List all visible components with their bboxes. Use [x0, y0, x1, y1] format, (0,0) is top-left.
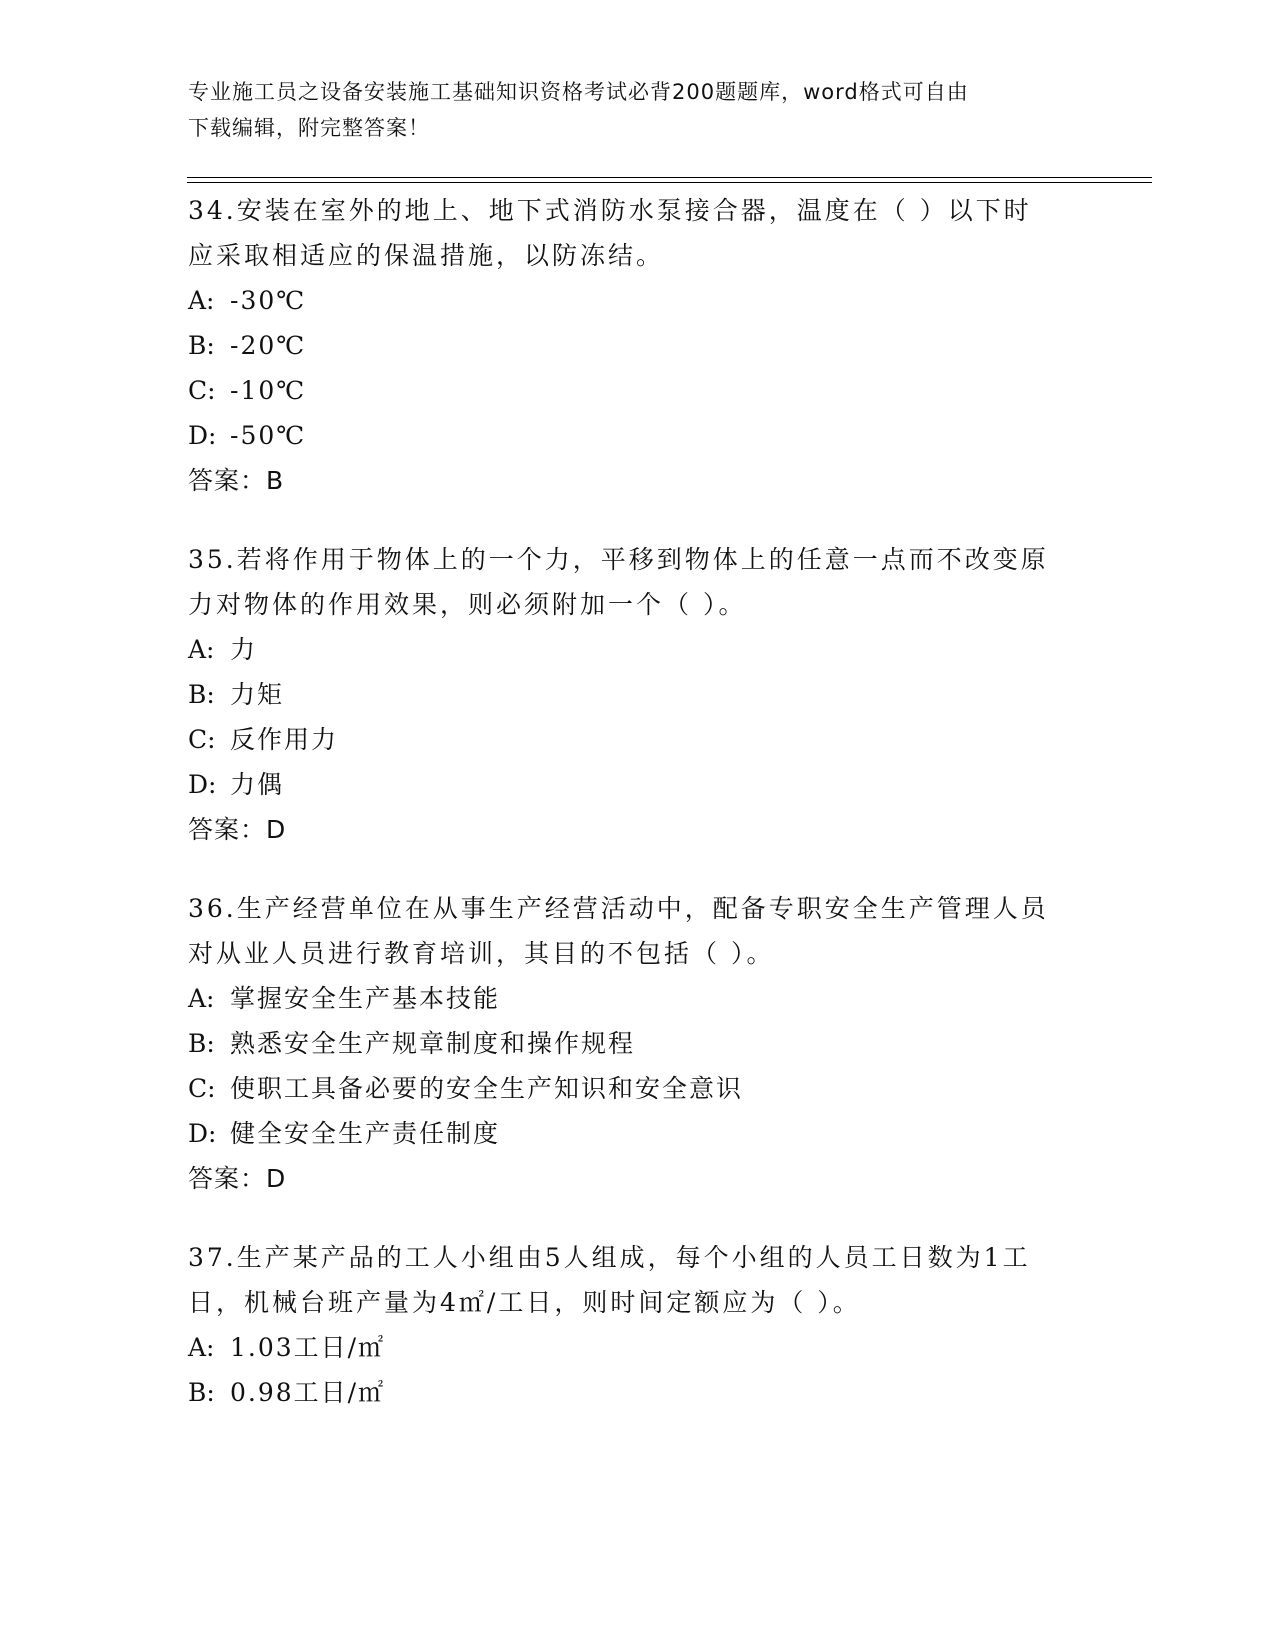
option-a	[188, 1325, 1068, 1370]
question-stem-line: 34.安装在室外的地上、地下式消防水泵接合器，温度在（ ）以下时	[188, 196, 1032, 225]
option-c	[188, 717, 1068, 762]
option-text: 熟悉安全生产规章制度和操作规程	[230, 1029, 636, 1058]
answer: 答案：D	[188, 815, 287, 844]
option-c	[188, 1066, 1068, 1111]
option-label: B:	[188, 1378, 215, 1407]
question-stem	[188, 886, 1068, 976]
question-stem-line: 日，机械台班产量为4㎡/工日，则时间定额应为（ ）。	[188, 1288, 861, 1317]
question-stem-line: 力对物体的作用效果，则必须附加一个（ ）。	[188, 590, 747, 619]
option-a	[188, 976, 1068, 1021]
option-label: A:	[188, 984, 215, 1013]
question-stem	[188, 537, 1068, 627]
question-stem-line: 应采取相适应的保温措施，以防冻结。	[188, 241, 665, 270]
option-d	[188, 413, 1068, 458]
question-stem	[188, 1235, 1068, 1325]
option-text: 力	[230, 635, 258, 664]
option-text: -50℃	[230, 421, 307, 450]
header-divider-bottom	[187, 182, 1152, 183]
option-text: -30℃	[230, 286, 307, 315]
option-text: 力矩	[230, 680, 285, 709]
document-header	[188, 74, 1068, 146]
question-35	[188, 537, 1068, 852]
option-text: 力偶	[230, 770, 285, 799]
option-text: 反作用力	[230, 725, 339, 754]
question-stem	[188, 188, 1068, 278]
question-stem-line: 36.生产经营单位在从事生产经营活动中，配备专职安全生产管理人员	[188, 894, 1049, 923]
option-text: 健全安全生产责任制度	[230, 1119, 501, 1148]
option-label: D:	[188, 421, 217, 450]
option-b	[188, 1021, 1068, 1066]
answer: 答案：D	[188, 1164, 287, 1193]
option-a	[188, 278, 1068, 323]
option-label: A:	[188, 635, 215, 664]
question-34	[188, 188, 1068, 503]
option-text: 掌握安全生产基本技能	[230, 984, 501, 1013]
option-b	[188, 672, 1068, 717]
option-label: B:	[188, 680, 215, 709]
question-stem-line: 37.生产某产品的工人小组由5人组成，每个小组的人员工日数为1工	[188, 1243, 1031, 1272]
option-a	[188, 627, 1068, 672]
option-label: C:	[188, 1074, 216, 1103]
option-c	[188, 368, 1068, 413]
option-label: C:	[188, 376, 216, 405]
option-label: D:	[188, 1119, 217, 1148]
option-text: 使职工具备必要的安全生产知识和安全意识	[230, 1074, 744, 1103]
question-36	[188, 886, 1068, 1201]
question-37	[188, 1235, 1068, 1415]
option-label: B:	[188, 1029, 215, 1058]
question-stem-line: 对从业人员进行教育培训，其目的不包括（ ）。	[188, 939, 775, 968]
option-b	[188, 1370, 1068, 1415]
header-line-2: 下载编辑，附完整答案！	[188, 116, 430, 140]
option-text: 1.03工日/㎡	[230, 1333, 386, 1362]
option-text: 0.98工日/㎡	[230, 1378, 386, 1407]
option-d	[188, 1111, 1068, 1156]
option-label: D:	[188, 770, 217, 799]
option-d	[188, 762, 1068, 807]
option-label: A:	[188, 286, 215, 315]
option-b	[188, 323, 1068, 368]
option-text: -10℃	[230, 376, 307, 405]
option-label: A:	[188, 1333, 215, 1362]
header-divider-top	[187, 177, 1152, 178]
option-label: C:	[188, 725, 216, 754]
question-stem-line: 35.若将作用于物体上的一个力，平移到物体上的任意一点而不改变原	[188, 545, 1049, 574]
option-label: B:	[188, 331, 215, 360]
answer: 答案：B	[188, 466, 285, 495]
header-line-1: 专业施工员之设备安装施工基础知识资格考试必背200题题库，word格式可自由	[188, 80, 969, 104]
option-text: -20℃	[230, 331, 307, 360]
